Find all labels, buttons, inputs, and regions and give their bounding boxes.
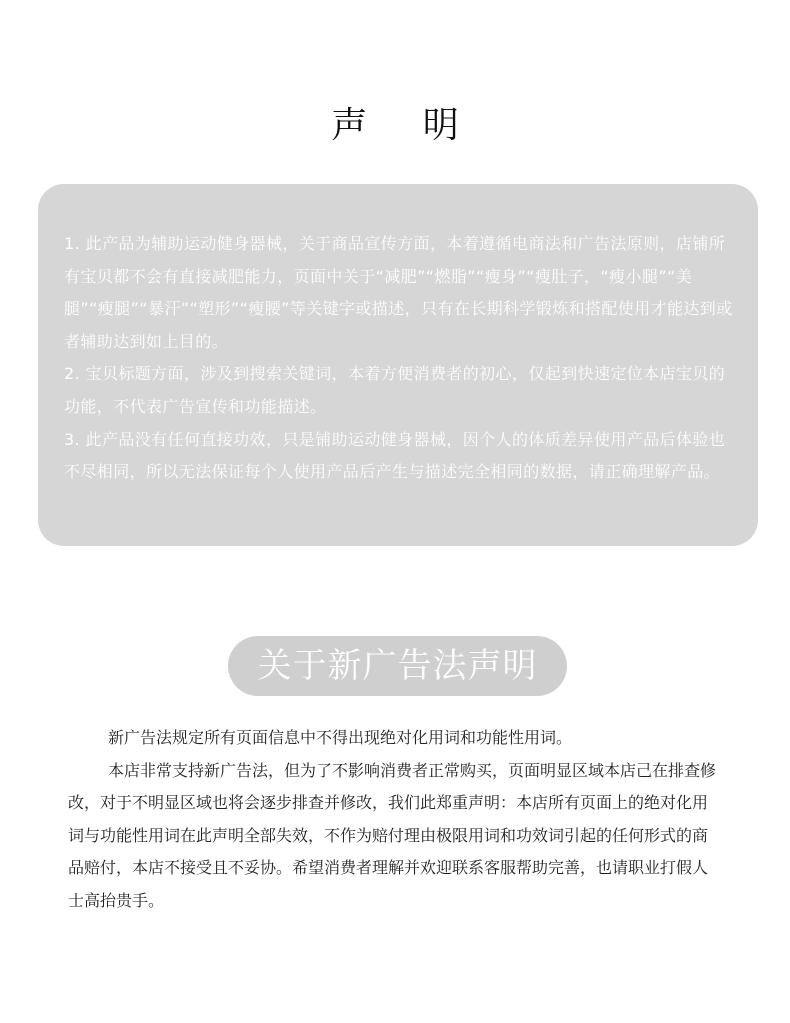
ad-law-paragraph-1: 新广告法规定所有页面信息中不得出现绝对化用词和功能性用词。 (108, 728, 573, 747)
disclaimer-item-1: 1. 此产品为辅助运动健身器械，关于商品宣传方面，本着遵循电商法和广告法原则，店铺所有宝贝都不会有直接减肥能力，页面中关于“减肥”“燃脂”“瘦身”“瘦肚子，“瘦小腿”“美腿”“瘦腿”“暴汗”“塑形”“瘦腰”等关键字或描述，只有在长期科学锻炼和搭配使用才能达到或者辅助达到如上目的。 (64, 234, 733, 351)
disclaimer-panel (38, 184, 758, 546)
ad-law-paragraph-2: 本店非常支持新广告法，但为了不影响消费者正常购买，页面明显区域本店己在排查修改，对于不明显区域也将会逐步排查并修改，我们此郑重声明：本店所有页面上的绝对化用词与功能性用词在此声明全部失效，不作为赔付理由极限用词和功效词引起的任何形式的商品赔付，本店不接受且不妥协。希望消费者理解并欢迎联系客服帮助完善，也请职业打假人士高抬贵手。 (68, 760, 717, 910)
page-title: 声 明 (331, 105, 481, 146)
ad-law-heading: 关于新广告法声明 (228, 636, 567, 696)
ad-law-statement (68, 722, 723, 917)
disclaimer-item-2: 2. 宝贝标题方面，涉及到搜索关键词，本着方便消费者的初心，仅起到快速定位本店宝贝的功能，不代表广告宣传和功能描述。 (64, 364, 726, 416)
disclaimer-item-3: 3. 此产品没有任何直接功效，只是铺助运动健身器械，因个人的体质差异使用产品后体验也不尽相同，所以无法保证每个人使用产品后产生与描述完全相同的数据，请正确理解产品。 (64, 429, 726, 482)
